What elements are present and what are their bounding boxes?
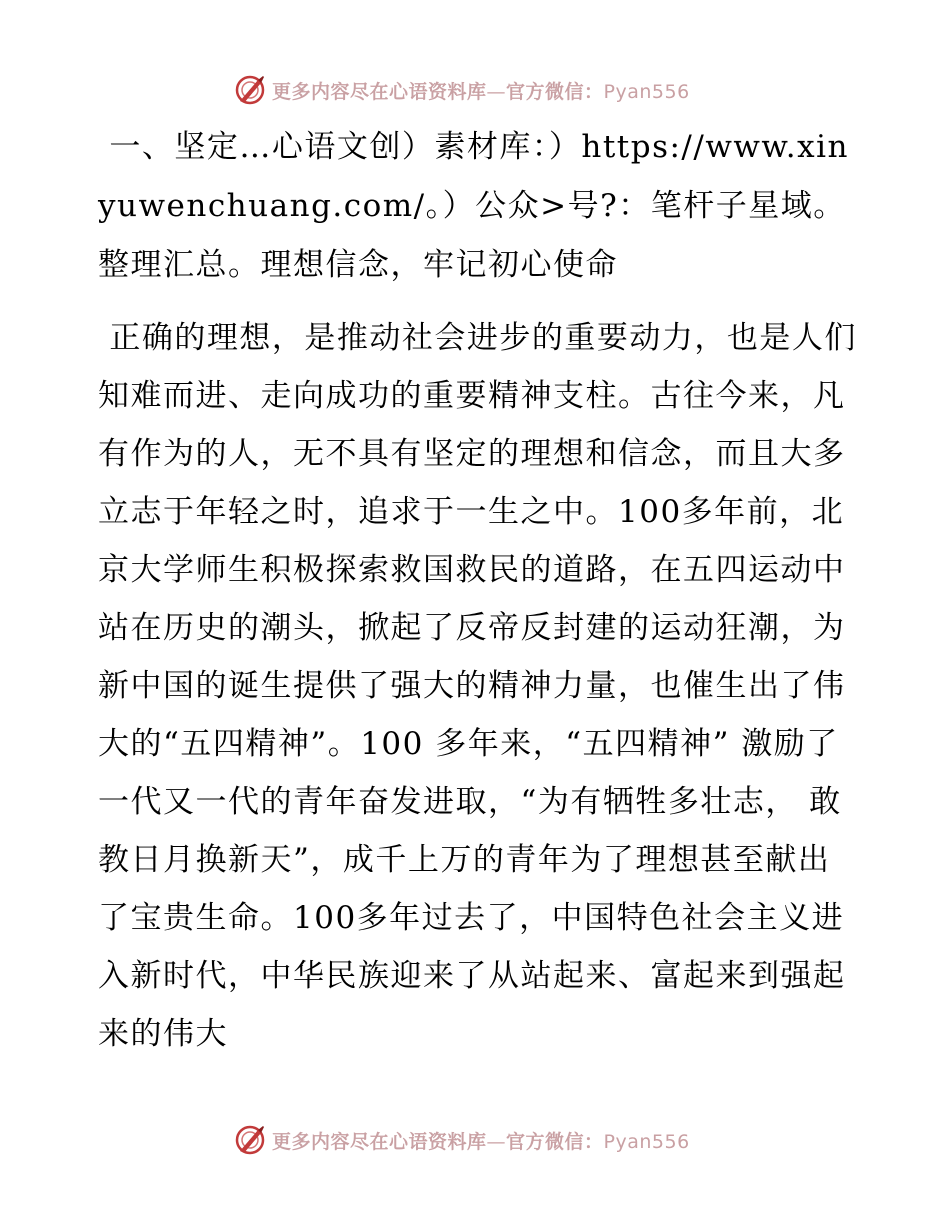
watermark-brand: 更多内容尽在心语资料库 (272, 1130, 487, 1153)
watermark-text (272, 1127, 690, 1154)
brand-logo-icon (234, 74, 266, 106)
watermark-dash: — (486, 80, 507, 103)
header-watermark (234, 73, 690, 107)
section-heading: 一、坚定…心语文创）素材库：）https://www.xinyuwenchuang.com/。）公众>号?：笔杆子星域。整理汇总。理想信念，牢记初心使命 (98, 129, 849, 283)
watermark-dash: — (486, 1130, 507, 1153)
footer-watermark (234, 1123, 690, 1157)
watermark-official-label: 官方微信： (506, 80, 604, 103)
watermark-wechat-id: Pyan556 (603, 80, 690, 103)
body-paragraph: 正确的理想，是推动社会进步的重要动力，也是人们知难而进、走向成功的重要精神支柱。古往今来，凡有作为的人，无不具有坚定的理想和信念，而且大多立志于年轻之时，追求于一生之中。100多年前，北京大学师生积极探索救国救民的道路，在五四运动中站在历史的潮头，掀起了反帝反封建的运动狂潮，为新中国的诞生提供了强大的精神力量，也催生出了伟大的“五四精神”。100 多年来，“五四精神” 激励了一代又一代的青年奋发进取，“为有牺牲多壮志， 敢教日月换新天”，成千上万的青年为了理想甚至献出了宝贵生命。100多年过去了，中国特色社会主义进入新时代，中华民族迎来了从站起来、富起来到强起来的伟大 (98, 320, 857, 1052)
watermark-text (272, 77, 690, 104)
watermark-brand: 更多内容尽在心语资料库 (272, 80, 487, 103)
watermark-wechat-id: Pyan556 (603, 1130, 690, 1153)
watermark-official-label: 官方微信： (506, 1130, 604, 1153)
brand-logo-icon (234, 1124, 266, 1156)
document-body (98, 118, 858, 1063)
